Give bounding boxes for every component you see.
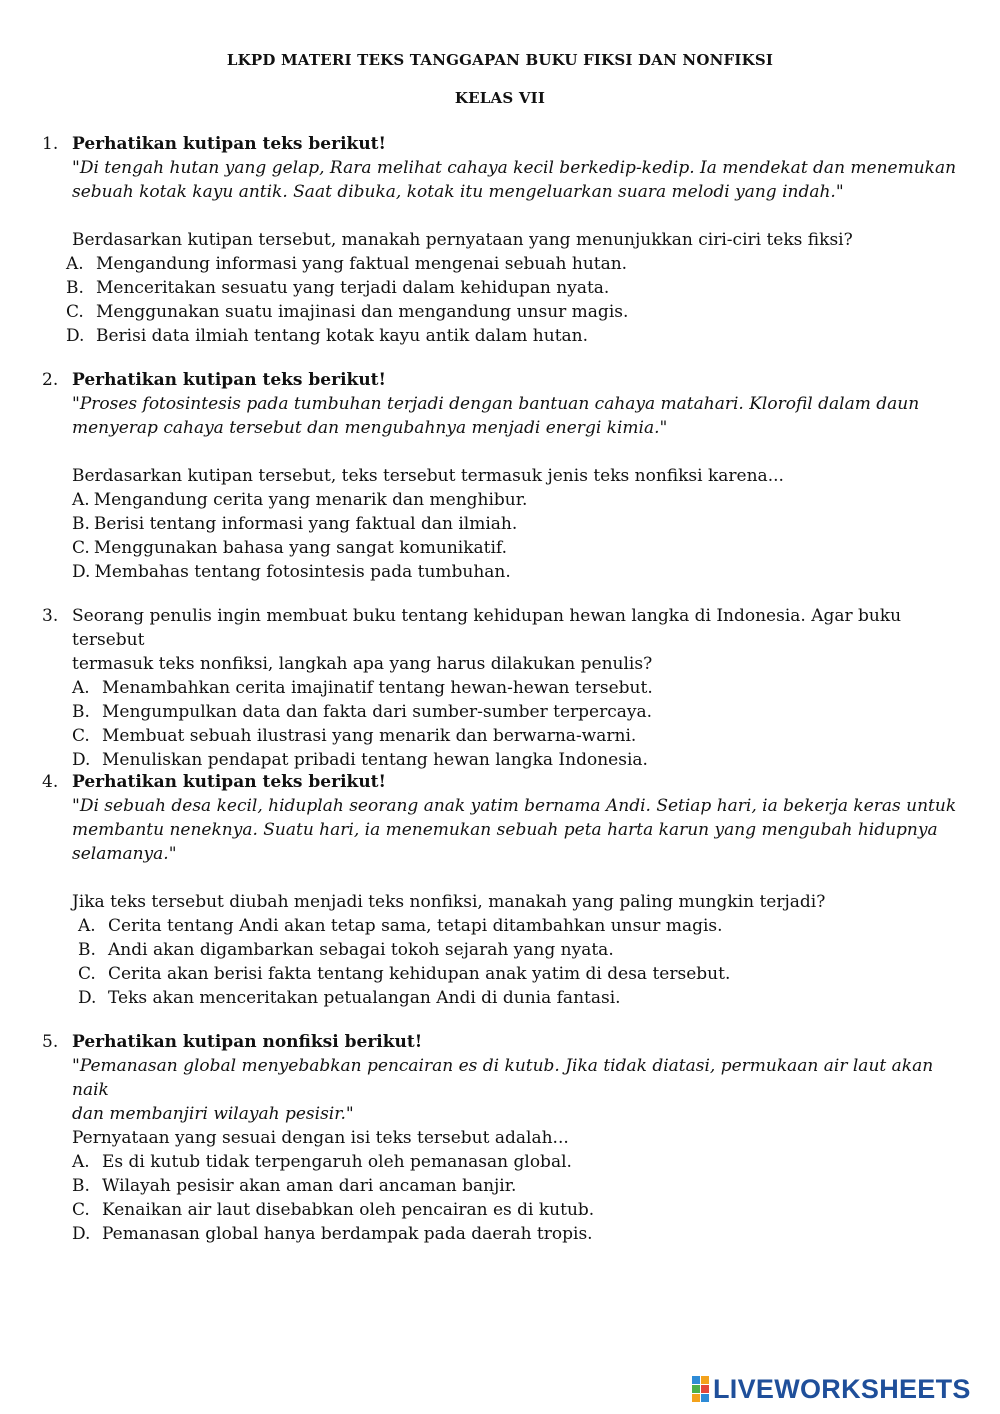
option-text: Menuliskan pendapat pribadi tentang hewan langka Indonesia.: [102, 750, 648, 770]
option-text: Teks akan menceritakan petualangan Andi di dunia fantasi.: [108, 988, 621, 1008]
question-5: [42, 1030, 972, 1246]
question-prompt: Berdasarkan kutipan tersebut, teks tersebut termasuk jenis teks nonfiksi karena...: [72, 466, 784, 486]
option-label: C.: [66, 302, 84, 322]
question-heading: Perhatikan kutipan teks berikut!: [72, 134, 386, 154]
option-label: B.: [72, 514, 90, 534]
question-4: [42, 770, 972, 1010]
option-b[interactable]: [72, 700, 972, 724]
option-label: D.: [78, 988, 97, 1008]
option-d[interactable]: [72, 560, 972, 584]
option-a[interactable]: [66, 252, 972, 276]
option-text: Mengandung cerita yang menarik dan menghibur.: [93, 490, 528, 510]
option-label: A.: [72, 490, 90, 510]
option-text: Membahas tentang fotosintesis pada tumbuhan.: [94, 562, 511, 582]
option-text: Cerita akan berisi fakta tentang kehidupan anak yatim di desa tersebut.: [108, 964, 731, 984]
option-a[interactable]: [72, 488, 972, 512]
option-label: C.: [72, 726, 90, 746]
option-text: Menggunakan bahasa yang sangat komunikatif.: [93, 538, 508, 558]
question-heading: Perhatikan kutipan teks berikut!: [72, 772, 386, 792]
option-text: Mengandung informasi yang faktual mengenai sebuah hutan.: [96, 254, 628, 274]
option-a[interactable]: [72, 676, 972, 700]
question-heading: Perhatikan kutipan nonfiksi berikut!: [72, 1032, 423, 1052]
question-prompt: Berdasarkan kutipan tersebut, manakah pernyataan yang menunjukkan ciri-ciri teks fiksi?: [72, 230, 853, 250]
option-c[interactable]: [78, 962, 972, 986]
option-text: Kenaikan air laut disebabkan oleh pencairan es di kutub.: [102, 1200, 595, 1220]
class-label: KELAS VII: [454, 89, 546, 107]
option-label: B.: [66, 278, 84, 298]
question-number: 1.: [42, 134, 59, 154]
option-text: Berisi tentang informasi yang faktual dan ilmiah.: [93, 514, 518, 534]
logo-square: [701, 1376, 709, 1384]
option-label: C.: [72, 538, 90, 558]
question-number: 2.: [42, 370, 59, 390]
logo-mark-icon: [692, 1376, 709, 1402]
option-label: C.: [78, 964, 96, 984]
option-b[interactable]: [72, 1174, 972, 1198]
option-text: Menambahkan cerita imajinatif tentang hewan-hewan tersebut.: [102, 678, 653, 698]
logo-square: [701, 1394, 709, 1402]
option-label: B.: [78, 940, 96, 960]
option-text: Membuat sebuah ilustrasi yang menarik dan berwarna-warni.: [102, 726, 637, 746]
option-label: A.: [78, 916, 96, 936]
option-d[interactable]: [72, 748, 972, 772]
quote-line: dan membanjiri wilayah pesisir.": [72, 1104, 354, 1124]
option-label: B.: [72, 1176, 90, 1196]
question-1: [42, 132, 972, 348]
question-number: 4.: [42, 772, 59, 792]
question-prompt: Seorang penulis ingin membuat buku tentang kehidupan hewan langka di Indonesia. Agar buku tersebut: [72, 606, 902, 650]
option-text: Es di kutub tidak terpengaruh oleh pemanasan global.: [102, 1152, 572, 1172]
question-prompt: Pernyataan yang sesuai dengan isi teks tersebut adalah...: [72, 1128, 569, 1148]
option-text: Berisi data ilmiah tentang kotak kayu antik dalam hutan.: [96, 326, 589, 346]
quote-line: "Proses fotosintesis pada tumbuhan terjadi dengan bantuan cahaya matahari. Klorofil dalam daun: [72, 394, 920, 414]
option-label: A.: [72, 678, 90, 698]
option-text: Cerita tentang Andi akan tetap sama, tetapi ditambahkan unsur magis.: [108, 916, 723, 936]
quote-line: "Pemanasan global menyebabkan pencairan es di kutub. Jika tidak diatasi, permukaan air laut akan naik: [72, 1056, 934, 1100]
option-text: Wilayah pesisir akan aman dari ancaman banjir.: [102, 1176, 517, 1196]
logo-square: [701, 1385, 709, 1393]
question-number: 3.: [42, 606, 59, 626]
quote-line: membantu neneknya. Suatu hari, ia menemukan sebuah peta harta karun yang mengubah hidupnya: [72, 820, 938, 840]
option-b[interactable]: [66, 276, 972, 300]
option-d[interactable]: [72, 1222, 972, 1246]
option-label: D.: [72, 750, 91, 770]
option-a[interactable]: [78, 914, 972, 938]
logo-text: LIVEWORKSHEETS: [713, 1374, 971, 1404]
option-label: D.: [66, 326, 85, 346]
logo-square: [692, 1385, 700, 1393]
question-prompt: Jika teks tersebut diubah menjadi teks nonfiksi, manakah yang paling mungkin terjadi?: [72, 892, 826, 912]
option-d[interactable]: [66, 324, 972, 348]
option-text: Menceritakan sesuatu yang terjadi dalam kehidupan nyata.: [96, 278, 610, 298]
option-label: D.: [72, 1224, 91, 1244]
option-text: Menggunakan suatu imajinasi dan mengandung unsur magis.: [96, 302, 629, 322]
quote-line: "Di tengah hutan yang gelap, Rara melihat cahaya kecil berkedip-kedip. Ia mendekat dan menemukan: [72, 158, 957, 178]
option-label: A.: [66, 254, 84, 274]
quote-line: "Di sebuah desa kecil, hiduplah seorang anak yatim bernama Andi. Setiap hari, ia bekerja keras untuk: [72, 796, 957, 816]
question-number: 5.: [42, 1032, 59, 1052]
option-c[interactable]: [66, 300, 972, 324]
quote-line: sebuah kotak kayu antik. Saat dibuka, kotak itu mengeluarkan suara melodi yang indah.": [72, 182, 844, 202]
option-label: C.: [72, 1200, 90, 1220]
option-a[interactable]: [72, 1150, 972, 1174]
question-2: [42, 368, 972, 584]
logo-square: [692, 1394, 700, 1402]
option-d[interactable]: [78, 986, 972, 1010]
worksheet-title: LKPD MATERI TEKS TANGGAPAN BUKU FIKSI DAN NONFIKSI: [226, 51, 774, 69]
option-text: Mengumpulkan data dan fakta dari sumber-sumber terpercaya.: [102, 702, 653, 722]
question-heading: Perhatikan kutipan teks berikut!: [72, 370, 386, 390]
option-label: B.: [72, 702, 90, 722]
option-text: Pemanasan global hanya berdampak pada daerah tropis.: [102, 1224, 593, 1244]
option-text: Andi akan digambarkan sebagai tokoh sejarah yang nyata.: [108, 940, 614, 960]
liveworksheets-logo: [692, 1375, 971, 1403]
quote-line: selamanya.": [72, 844, 177, 864]
option-b[interactable]: [72, 512, 972, 536]
option-c[interactable]: [72, 1198, 972, 1222]
question-prompt: termasuk teks nonfiksi, langkah apa yang harus dilakukan penulis?: [72, 654, 653, 674]
question-3: [42, 604, 972, 772]
option-label: D.: [72, 562, 91, 582]
option-c[interactable]: [72, 536, 972, 560]
option-label: A.: [72, 1152, 90, 1172]
option-b[interactable]: [78, 938, 972, 962]
option-c[interactable]: [72, 724, 972, 748]
logo-square: [692, 1376, 700, 1384]
quote-line: menyerap cahaya tersebut dan mengubahnya menjadi energi kimia.": [72, 418, 668, 438]
